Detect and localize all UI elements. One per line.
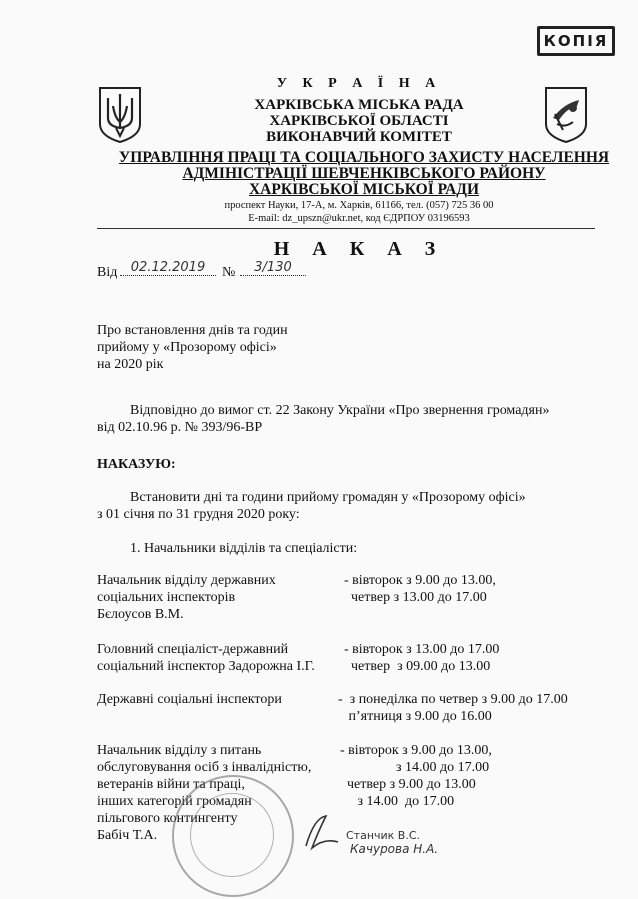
copy-certifier-signature: Качурова Н.А. bbox=[350, 842, 439, 856]
row-4-left-line-3: ветеранів війни та праці, bbox=[97, 777, 245, 792]
copy-stamp: КОПІЯ bbox=[537, 26, 615, 56]
country-heading: У К Р А Ї Н А bbox=[276, 76, 442, 91]
row-1-right-line-2: четвер з 13.00 до 17.00 bbox=[344, 590, 487, 605]
row-4-left-line-4: інших категорій громадян bbox=[97, 794, 252, 809]
council-heading: ХАРКІВСЬКА МІСЬКА РАДА bbox=[254, 97, 464, 113]
department-line-3: ХАРКІВСЬКОЇ МІСЬКОЇ РАДИ bbox=[248, 181, 480, 198]
row-4-left-line-6: Бабіч Т.А. bbox=[97, 828, 158, 843]
email-line: E-mail: dz_upszn@ukr.net, код ЄДРПОУ 03196593 bbox=[248, 213, 470, 224]
row-3-left-line-1: Державні соціальні інспектори bbox=[97, 692, 282, 707]
row-3-right-line-2: п’ятниця з 9.00 до 16.00 bbox=[338, 709, 492, 724]
round-seal bbox=[172, 775, 294, 897]
address-line: проспект Науки, 17-А, м. Харків, 61166, тел. (057) 725 36 00 bbox=[224, 200, 494, 211]
row-1-right-line-1: - вівторок з 9.00 до 13.00, bbox=[344, 573, 496, 588]
order-number-prefix: № bbox=[222, 265, 236, 280]
order-word: НАКАЗУЮ: bbox=[97, 457, 176, 472]
copy-certifier-name: Станчик В.С. bbox=[346, 829, 421, 842]
department-line-2: АДМІНІСТРАЦІЇ ШЕВЧЕНКІВСЬКОГО РАЙОНУ bbox=[182, 165, 546, 182]
row-2-right-line-2: четвер з 09.00 до 13.00 bbox=[344, 659, 491, 674]
row-1-left-line-3: Бєлоусов В.М. bbox=[97, 607, 184, 622]
instruction-line-1: Встановити дні та години прийому громадян у «Прозорому офісі» bbox=[130, 490, 526, 505]
preamble-line-1: Відповідно до вимог ст. 22 Закону України «Про звернення громадян» bbox=[130, 403, 550, 418]
region-heading: ХАРКІВСЬКОЇ ОБЛАСТІ bbox=[269, 113, 449, 129]
row-4-left-line-2: обслуговування осіб з інвалідністю, bbox=[97, 760, 312, 775]
row-4-right-line-2: з 14.00 до 17.00 bbox=[340, 760, 490, 775]
order-number: 3/130 bbox=[240, 260, 306, 276]
row-2-right-line-1: - вівторок з 13.00 до 17.00 bbox=[344, 642, 500, 657]
department-line-1: УПРАВЛІННЯ ПРАЦІ ТА СОЦІАЛЬНОГО ЗАХИСТУ НАСЕЛЕННЯ bbox=[118, 149, 610, 166]
section-title: 1. Начальники відділів та спеціалісти: bbox=[130, 541, 358, 556]
row-2-left-line-2: соціальний інспектор Задорожна І.Г. bbox=[97, 659, 315, 674]
header-divider bbox=[97, 228, 595, 229]
instruction-line-2: з 01 січня по 31 грудня 2020 року: bbox=[97, 507, 300, 522]
row-4-left-line-1: Начальник відділу з питань bbox=[97, 743, 262, 758]
row-1-left-line-1: Начальник відділу державних bbox=[97, 573, 276, 588]
row-4-right-line-1: - вівторок з 9.00 до 13.00, bbox=[340, 743, 492, 758]
row-4-right-line-4: з 14.00 до 17.00 bbox=[340, 794, 455, 809]
row-3-right-line-1: - з понеділка по четвер з 9.00 до 17.00 bbox=[338, 692, 568, 707]
row-2-left-line-1: Головний спеціаліст-державний bbox=[97, 642, 289, 657]
order-date: 02.12.2019 bbox=[120, 260, 216, 276]
signature-mark bbox=[298, 812, 344, 852]
committee-heading: ВИКОНАВЧИЙ КОМІТЕТ bbox=[266, 129, 452, 145]
row-1-left-line-2: соціальних інспекторів bbox=[97, 590, 236, 605]
subject-line-3: на 2020 рік bbox=[97, 357, 164, 372]
row-4-right-line-3: четвер з 9.00 до 13.00 bbox=[340, 777, 476, 792]
row-4-left-line-5: пільгового контингенту bbox=[97, 811, 238, 826]
subject-line-1: Про встановлення днів та годин bbox=[97, 323, 288, 338]
preamble-line-2: від 02.10.96 р. № 393/96-ВР bbox=[97, 420, 263, 435]
order-title: Н А К А З bbox=[273, 238, 445, 260]
order-date-prefix: Від bbox=[97, 265, 118, 280]
subject-line-2: прийому у «Прозорому офісі» bbox=[97, 340, 277, 355]
